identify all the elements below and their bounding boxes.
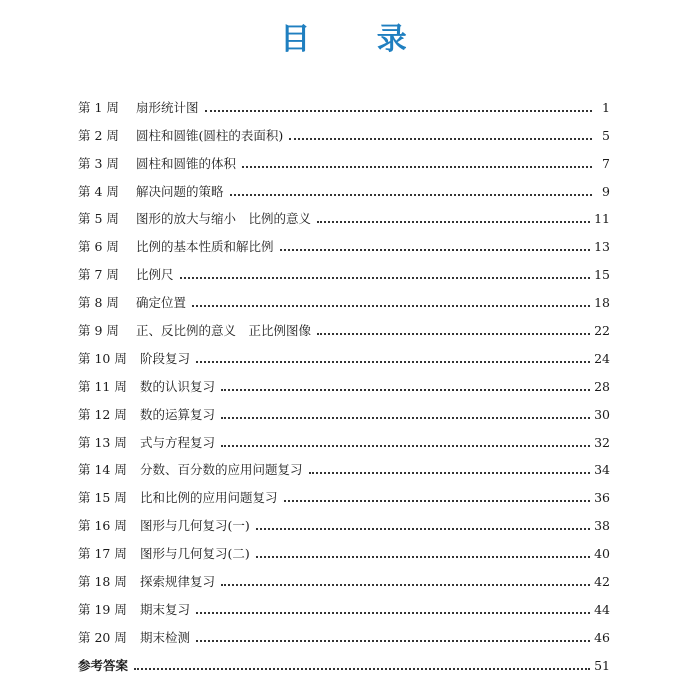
toc-page-number: 44 [594, 601, 610, 617]
toc-title: 式与方程复习 [140, 434, 216, 450]
toc-page-number: 24 [594, 350, 610, 366]
toc-title: 确定位置 [136, 295, 187, 311]
page-title: 目 录 [280, 22, 435, 57]
toc-entry[interactable] [78, 144, 610, 172]
toc-entry[interactable] [78, 395, 610, 423]
toc-title: 正、反比例的意义 正比例图像 [136, 323, 312, 339]
toc-page-number: 32 [594, 434, 610, 450]
toc-week: 第 9 周 [78, 323, 119, 339]
toc-entry[interactable] [78, 367, 610, 395]
toc-week: 第 20 周 [78, 629, 127, 645]
toc-title: 数的认识复习 [140, 378, 216, 394]
dot-leader [317, 221, 590, 223]
toc-title: 参考答案 [78, 657, 129, 673]
dot-leader [230, 194, 592, 196]
toc-title: 圆柱和圆锥(圆柱的表面积) [136, 127, 284, 143]
toc-page-number: 30 [594, 406, 610, 422]
toc-week: 第 6 周 [78, 239, 119, 255]
toc-entry[interactable] [78, 478, 610, 506]
toc-week: 第 10 周 [78, 350, 127, 366]
dot-leader [284, 500, 591, 502]
toc-page-number: 13 [594, 239, 610, 255]
dot-leader [192, 305, 590, 307]
dot-leader [256, 556, 590, 558]
toc-page-number: 38 [594, 518, 610, 534]
toc-title: 分数、百分数的应用问题复习 [140, 462, 303, 478]
toc-page-number: 51 [594, 657, 610, 673]
toc-title: 阶段复习 [140, 350, 191, 366]
toc-title: 比例尺 [136, 267, 174, 283]
toc-page-number: 11 [594, 211, 610, 227]
toc-entry[interactable] [78, 590, 610, 618]
toc-page-number: 36 [594, 490, 610, 506]
toc-list [78, 88, 610, 674]
toc-entry[interactable] [78, 283, 610, 311]
dot-leader [221, 389, 590, 391]
toc-week: 第 1 周 [78, 99, 119, 115]
toc-entry[interactable] [78, 116, 610, 144]
toc-page-number: 9 [602, 183, 610, 199]
dot-leader [221, 417, 590, 419]
toc-entry-answers[interactable] [78, 646, 610, 674]
dot-leader [196, 361, 590, 363]
toc-entry[interactable] [78, 227, 610, 255]
toc-week: 第 14 周 [78, 462, 127, 478]
toc-page-number: 34 [594, 462, 610, 478]
toc-week: 第 2 周 [78, 127, 119, 143]
toc-week: 第 19 周 [78, 601, 127, 617]
toc-entry[interactable] [78, 172, 610, 200]
toc-entry[interactable] [78, 423, 610, 451]
dot-leader [221, 584, 590, 586]
toc-week: 第 4 周 [78, 183, 119, 199]
dot-leader [196, 640, 590, 642]
toc-title: 期末检测 [140, 629, 191, 645]
toc-page-number: 5 [602, 127, 610, 143]
toc-page-number: 1 [602, 99, 610, 115]
toc-week: 第 15 周 [78, 490, 127, 506]
toc-page-number: 18 [594, 295, 610, 311]
dot-leader [221, 445, 590, 447]
dot-leader [256, 528, 590, 530]
dot-leader [309, 472, 591, 474]
dot-leader [134, 668, 590, 670]
toc-entry[interactable] [78, 618, 610, 646]
toc-week: 第 5 周 [78, 211, 119, 227]
dot-leader [280, 249, 591, 251]
toc-week: 第 17 周 [78, 546, 127, 562]
toc-title: 图形的放大与缩小 比例的意义 [136, 211, 312, 227]
dot-leader [196, 612, 590, 614]
toc-entry[interactable] [78, 451, 610, 479]
toc-title: 图形与几何复习(二) [140, 546, 250, 562]
toc-week: 第 13 周 [78, 434, 127, 450]
toc-page-number: 15 [594, 267, 610, 283]
toc-entry[interactable] [78, 311, 610, 339]
toc-entry[interactable] [78, 255, 610, 283]
toc-title: 解决问题的策略 [136, 183, 224, 199]
toc-week: 第 11 周 [78, 378, 127, 394]
toc-week: 第 16 周 [78, 518, 127, 534]
toc-entry[interactable] [78, 88, 610, 116]
toc-week: 第 8 周 [78, 295, 119, 311]
dot-leader [242, 166, 592, 168]
toc-page-number: 22 [594, 323, 610, 339]
toc-entry[interactable] [78, 200, 610, 228]
toc-page-number: 46 [594, 629, 610, 645]
toc-page-number: 40 [594, 546, 610, 562]
toc-title: 圆柱和圆锥的体积 [136, 155, 237, 171]
toc-page-number: 42 [594, 574, 610, 590]
toc-entry[interactable] [78, 506, 610, 534]
toc-title: 期末复习 [140, 601, 191, 617]
toc-week: 第 12 周 [78, 406, 127, 422]
toc-title: 比和比例的应用问题复习 [140, 490, 278, 506]
toc-week: 第 18 周 [78, 574, 127, 590]
toc-title: 数的运算复习 [140, 406, 216, 422]
toc-title: 图形与几何复习(一) [140, 518, 250, 534]
toc-title: 扇形统计图 [136, 99, 199, 115]
toc-page-number: 7 [602, 155, 610, 171]
toc-week: 第 3 周 [78, 155, 119, 171]
dot-leader [205, 110, 592, 112]
dot-leader [289, 138, 592, 140]
toc-title: 比例的基本性质和解比例 [136, 239, 274, 255]
toc-entry[interactable] [78, 562, 610, 590]
toc-entry[interactable] [78, 339, 610, 367]
dot-leader [317, 333, 590, 335]
toc-week: 第 7 周 [78, 267, 119, 283]
toc-page-number: 28 [594, 378, 610, 394]
dot-leader [180, 277, 591, 279]
toc-entry[interactable] [78, 534, 610, 562]
toc-title: 探索规律复习 [140, 574, 216, 590]
